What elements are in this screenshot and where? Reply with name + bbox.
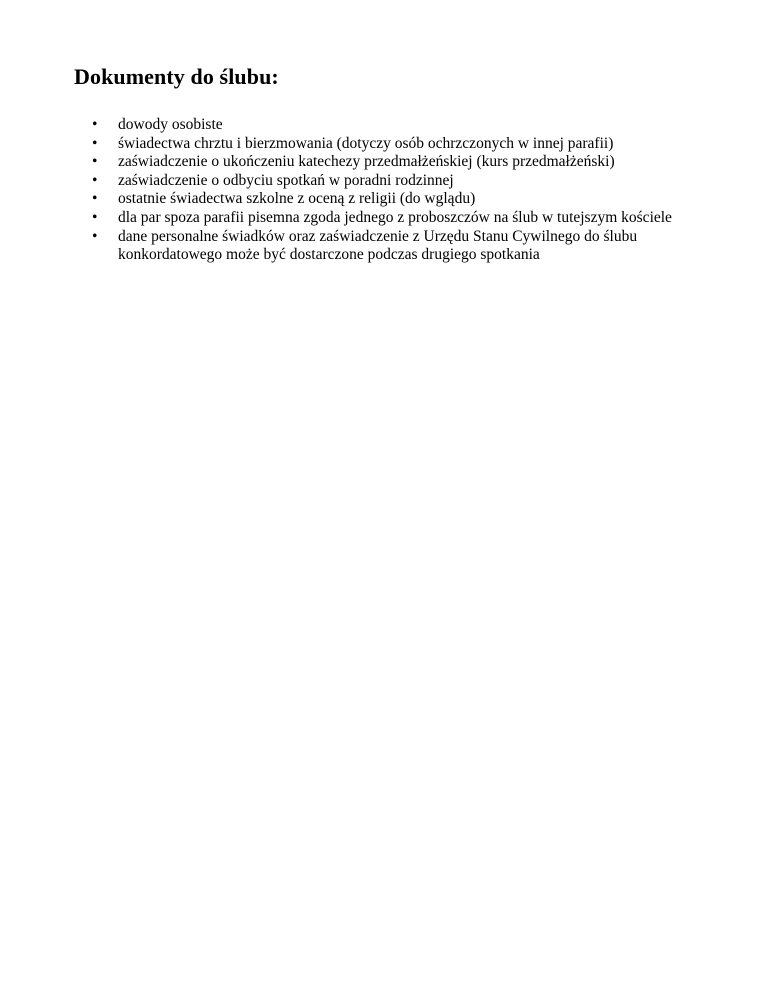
bullet-icon: •	[92, 134, 98, 152]
list-item-text: dowody osobiste	[118, 116, 223, 133]
list-item-text: dla par spoza parafii pisemna zgoda jednego z proboszczów na ślub w tutejszym kościele	[118, 208, 672, 226]
list-item	[92, 135, 692, 154]
list-item-text: ostatnie świadectwa szkolne z oceną z religii (do wglądu)	[118, 190, 476, 208]
list-item	[92, 190, 692, 209]
list-item	[92, 172, 692, 191]
bullet-icon: •	[92, 208, 98, 226]
list-item-text: zaświadczenie o ukończeniu katechezy przedmałżeńskiej (kurs przedmałżeński)	[118, 153, 615, 171]
list-item	[92, 153, 692, 172]
bullet-icon: •	[92, 190, 98, 208]
list-item-text: dane personalne świadków oraz zaświadczenie z Urzędu Stanu Cywilnego do ślubu konkordatowego może być dostarczone podczas drugiego spotkania	[118, 227, 638, 264]
bullet-icon: •	[92, 153, 98, 171]
page-title: Dokumenty do ślubu:	[74, 64, 279, 89]
list-item-text: zaświadczenie o odbyciu spotkań w poradni rodzinnej	[118, 171, 454, 189]
bullet-icon: •	[92, 227, 98, 245]
list-item	[92, 116, 692, 135]
list-item	[92, 209, 692, 228]
list-item-text: świadectwa chrztu i bierzmowania (dotyczy osób ochrzczonych w innej parafii)	[118, 134, 614, 152]
documents-list	[92, 116, 692, 265]
list-item	[92, 228, 692, 265]
bullet-icon: •	[92, 171, 98, 189]
bullet-icon: •	[92, 116, 98, 133]
